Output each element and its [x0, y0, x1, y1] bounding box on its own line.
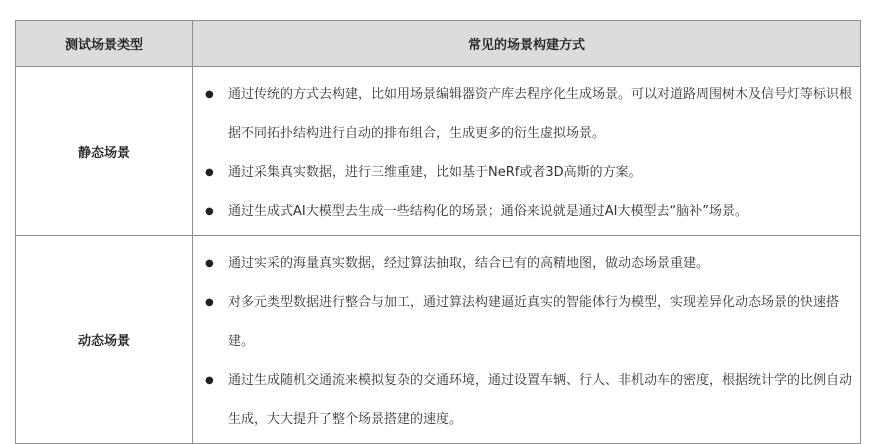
- method-list-static: [193, 67, 860, 235]
- method-cell-dynamic: [193, 236, 861, 444]
- bullet-icon: ●: [205, 167, 214, 178]
- list-item-text: 通过传统的方式去构建，比如用场景编辑器资产库去程序化生成场景。可以对道路周围树木及信号灯等标识根据不同拓扑结构进行自动的排布组合，生成更多的衍生虚拟场景。: [228, 87, 853, 141]
- scene-construction-table: [15, 20, 861, 444]
- scene-type-dynamic: 动态场景: [16, 236, 193, 444]
- list-item: [205, 361, 852, 439]
- list-item: [205, 153, 852, 192]
- method-cell-static: [193, 67, 861, 236]
- list-item: [205, 192, 852, 231]
- bullet-icon: ●: [205, 297, 214, 308]
- list-item-text: 通过采集真实数据，进行三维重建，比如基于NeRf或者3D高斯的方案。: [228, 165, 642, 180]
- list-item: [205, 283, 852, 361]
- list-item: [205, 244, 852, 283]
- bullet-icon: ●: [205, 89, 214, 100]
- scene-type-static: 静态场景: [16, 67, 193, 236]
- table-row-static-scene: [16, 67, 861, 236]
- bullet-icon: ●: [205, 206, 214, 217]
- list-item: [205, 75, 852, 153]
- table-header-row: [16, 21, 861, 67]
- list-item-text: 通过生成式AI大模型去生成一些结构化的场景；通俗来说就是通过AI大模型去“脑补”场景。: [228, 204, 748, 219]
- table-row-dynamic-scene: [16, 236, 861, 444]
- list-item-text: 通过实采的海量真实数据，经过算法抽取，结合已有的高精地图，做动态场景重建。: [228, 256, 710, 271]
- list-item-text: 对多元类型数据进行整合与加工，通过算法构建逼近真实的智能体行为模型，实现差异化动态场景的快速搭建。: [228, 295, 840, 349]
- bullet-icon: ●: [205, 258, 214, 269]
- list-item-text: 通过生成随机交通流来模拟复杂的交通环境，通过设置车辆、行人、非机动车的密度，根据统计学的比例自动生成，大大提升了整个场景搭建的速度。: [228, 373, 853, 427]
- bullet-icon: ●: [205, 375, 214, 386]
- header-scene-type: 测试场景类型: [16, 21, 193, 67]
- method-list-dynamic: [193, 236, 860, 443]
- header-construction-method: 常见的场景构建方式: [193, 21, 861, 67]
